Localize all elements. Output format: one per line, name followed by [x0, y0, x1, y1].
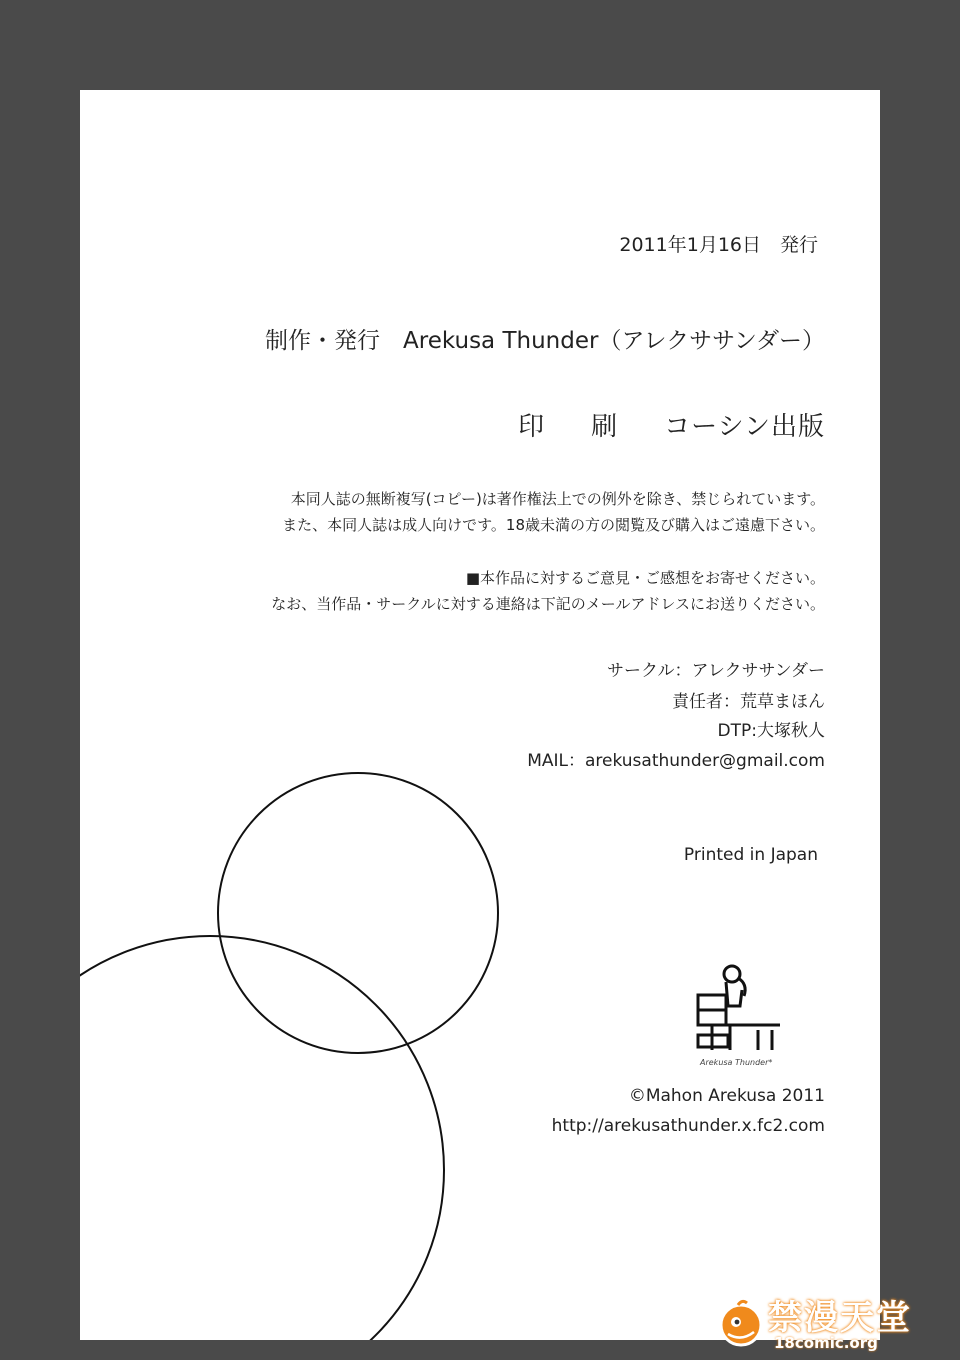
- decorative-circles: [80, 90, 880, 1340]
- copyright-notice-line: 本同人誌の無断複写(コピー)は著作権法上での例外を除き、禁じられています。: [290, 490, 825, 508]
- feedback-notice-line: ■本作品に対するご意見・ご感想をお寄せください。: [465, 569, 825, 587]
- printer-line: [518, 406, 825, 443]
- publisher-line: 制作・発行 Arekusa Thunder（アレクササンダー）: [265, 328, 825, 354]
- website-url: http://arekusathunder.x.fc2.com: [551, 1116, 825, 1136]
- credit-circle: サークル：アレクササンダー: [607, 661, 825, 681]
- circle-logo-icon: [668, 950, 818, 1070]
- credit-dtp: DTP:大塚秋人: [717, 721, 825, 741]
- adult-notice-line: また、本同人誌は成人向けです。18歳未満の方の閲覧及び購入はご遠慮下さい。: [282, 516, 825, 534]
- watermark-subtitle: 18comic.org: [774, 1334, 878, 1352]
- printer-name: コーシン出版: [664, 412, 825, 442]
- printer-label-b: 刷: [591, 412, 619, 442]
- mascot-icon: [716, 1298, 766, 1348]
- printer-label-a: 印: [518, 412, 546, 442]
- site-watermark: [716, 1290, 932, 1354]
- colophon-page: [80, 90, 880, 1340]
- logo-caption: Arekusa Thunder*: [700, 1058, 773, 1067]
- lower-circle: [80, 936, 444, 1340]
- upper-circle: [218, 773, 498, 1053]
- copyright-line: ©Mahon Arekusa 2011: [628, 1086, 825, 1106]
- credit-mail: MAIL：arekusathunder@gmail.com: [527, 751, 825, 771]
- printed-in-japan: Printed in Japan: [683, 845, 818, 865]
- contact-notice-line: なお、当作品・サークルに対する連絡は下記のメールアドレスにお送りください。: [271, 595, 825, 613]
- watermark-title: 禁漫天堂: [768, 1298, 912, 1338]
- publication-date: 2011年1月16日 発行: [619, 234, 818, 256]
- credit-responsible: 責任者：荒草まほん: [672, 692, 825, 712]
